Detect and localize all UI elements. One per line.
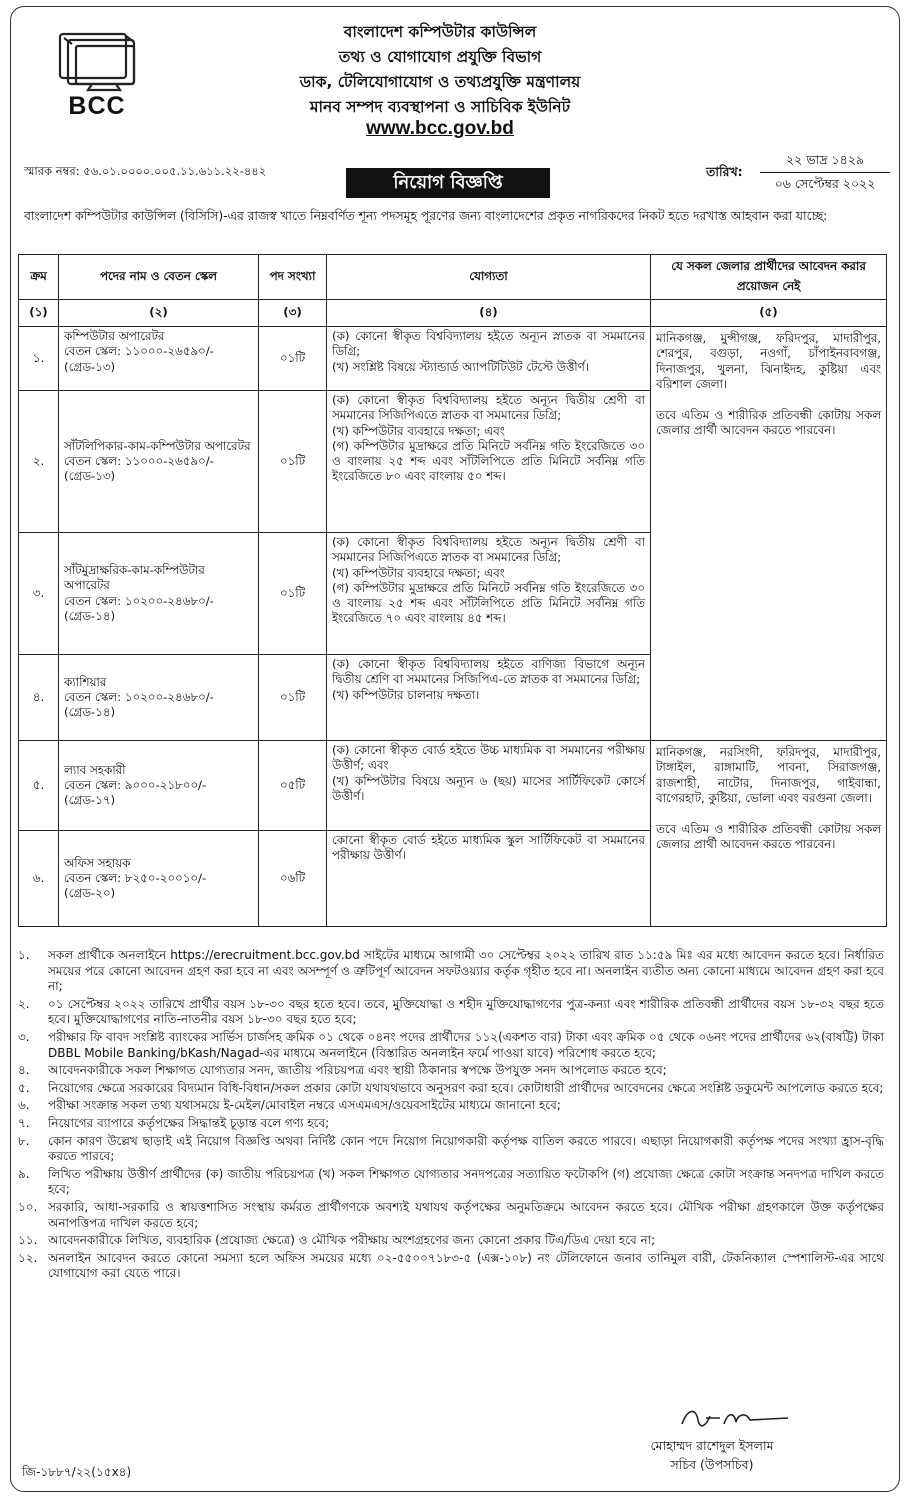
grade: (গ্রেড-১৭) — [64, 793, 116, 808]
table-row — [19, 327, 887, 391]
note-number: ৩. — [18, 1029, 30, 1044]
note-number: ১. — [18, 948, 30, 962]
table-header-row — [19, 255, 887, 300]
post-count: ০৫টি — [259, 741, 327, 831]
col-header-districts: যে সকল জেলার প্রার্থীদের আবেদন করার প্রয়োজন নেই — [651, 255, 887, 300]
col-number: (৫) — [651, 300, 887, 327]
pay-scale: বেতন স্কেল: ১১০০০-২৬৫৯০/- — [64, 453, 214, 468]
grade: (গ্রেড-২০) — [64, 886, 116, 901]
ministry-name: ডাক, টেলিযোগাযোগ ও তথ্যপ্রযুক্তি মন্ত্রণালয় — [299, 73, 581, 91]
logo-text: BCC — [68, 92, 126, 120]
intro-text: বাংলাদেশ কম্পিউটার কাউন্সিল (বিসিসি)-এর রাজস্ব খাতে নিম্নবর্ণিত শূন্য পদসমূহ পূরণের জন্য বাংলাদেশের প্রকৃত নাগরিকদের নিকট হতে দরখাস্ত আহবান করা যাচ্ছে: — [24, 209, 828, 223]
qualification-cell — [327, 327, 651, 391]
qualification-item: (খ) কম্পিউটার চালনায় দক্ষতা। — [332, 687, 480, 702]
pay-scale: বেতন স্কেল: ১০২০০-২৪৬৮০/- — [64, 689, 214, 704]
list-item — [18, 1116, 884, 1132]
instructions-list — [18, 948, 884, 1284]
note-text: কোন কারণ উল্লেখ ছাড়াই এই নিয়োগ বিজ্ঞপ্তি অথবা নির্দিষ্ট কোন পদে নিয়োগ নিয়োগকারী কর্তৃপক্ষ বাতিল করতে পারবে। এছাড়া নিয়োগকারী কর্তৃপক্ষ পদের সংখ্যা হ্রাস-বৃদ্ধি করতে পারবে; — [48, 1133, 884, 1164]
note-number: ৪. — [18, 1063, 30, 1078]
quota-note: তবে এতিম ও শারীরিক প্রতিবন্ধী কোটায় সকল জেলার প্রার্থী আবেদন করতে পারবেন। — [656, 822, 881, 852]
pay-scale: বেতন স্কেল: ৯০০০-২১৮০০/- — [64, 777, 207, 792]
row-serial: ৩. — [19, 533, 59, 655]
row-serial: ৬. — [19, 831, 59, 927]
list-item — [18, 1081, 884, 1097]
list-item — [18, 1251, 884, 1282]
qualification-item: কোনো স্বীকৃত বোর্ড হইতে মাধ্যমিক স্কুল সার্টিফিকেট বা সমমানের পরীক্ষায় উত্তীর্ণ। — [332, 833, 645, 863]
list-item — [18, 1134, 884, 1165]
post-name-cell — [59, 327, 259, 391]
post-name: ক্যাশিয়ার — [64, 674, 107, 689]
computer-monitor-icon — [42, 28, 152, 92]
col-number: (২) — [59, 300, 259, 327]
post-name-cell — [59, 741, 259, 831]
post-count: ০৬টি — [259, 831, 327, 927]
qualification-item: (খ) কম্পিউটার ব্যবহারে দক্ষতা; এবং — [332, 423, 505, 438]
note-text: আবেদনকারীকে লিখিত, ব্যবহারিক (প্রযোজ্য ক্ষেত্রে) ও মৌখিক পরীক্ষায় অংশগ্রহণের জন্য কোনো প্রকার টিএ/ডিএ দেয়া হবে না; — [48, 1233, 656, 1248]
district-exclusion-cell-2 — [651, 741, 887, 927]
note-number: ৭. — [18, 1115, 30, 1130]
post-count: ০১টি — [259, 391, 327, 533]
note-text: পরীক্ষা সংক্রান্ত সকল তথ্য যথাসময়ে ই-মেইল/মোবাইল নম্বরে এসএমএস/ওয়েবসাইটের মাধ্যমে জানানো হবে; — [48, 1098, 561, 1113]
row-serial: ৪. — [19, 655, 59, 741]
grade: (গ্রেড-১৪) — [64, 608, 116, 623]
row-serial: ৫. — [19, 741, 59, 831]
division-name: তথ্য ও যোগাযোগ প্রযুক্তি বিভাগ — [338, 48, 542, 66]
note-text: আবেদনকারীকে সকল শিক্ষাগত যোগ্যতার সনদ, জাতীয় পরিচয়পত্র এবং স্থায়ী ঠিকানার স্বপক্ষে উপযুক্ত সনদ আপলোড করতে হবে; — [48, 1063, 667, 1078]
post-name: অফিস সহায়ক — [64, 855, 131, 870]
unit-name: মানব সম্পদ ব্যবস্থাপনা ও সাচিবিক ইউনিট — [309, 98, 571, 116]
list-item — [18, 1063, 884, 1079]
note-text: পরীক্ষার ফি বাবদ সংশ্লিষ্ট ব্যাংকের সার্ভিস চার্জসহ ক্রমিক ০১ থেকে ০৪নং পদের প্রার্থীদের ১১২(একশত বার) টাকা এবং ক্রমিক ০৫ থেকে ০৬নং পদের প্রার্থীদের ৬২(বাষট্টি) টাকা DBBL Mobile Banking/bKash/Nagad-এর মাধ্যমে অনলাইনে (বিস্তারিত অনলাইন ফর্মে পাওয়া যাবে) পরিশোধ করতে হবে; — [48, 1029, 884, 1060]
date-divider — [760, 172, 890, 173]
post-name-cell — [59, 533, 259, 655]
post-name: সাঁটমুদ্রাক্ষরিক-কাম-কম্পিউটার অপারেটর — [64, 562, 205, 593]
note-text: নিয়োগের ক্ষেত্রে সরকারের বিদ্যমান বিধি-বিধান/সকল প্রকার কোটা যথাযথভাবে অনুসরণ করা হবে। কোটাধারী প্রার্থীদের আবেদনের ক্ষেত্রে সংশ্লিষ্ট ডকুমেন্ট আপলোড করতে হবে; — [48, 1080, 884, 1095]
col-number: (৩) — [259, 300, 327, 327]
note-text: অনলাইন আবেদন করতে কোনো সমস্যা হলে অফিস সময়ের মধ্যে ০২-৫৫০০৭১৮৩-৫ (এক্স-১০৮) নং টেলিফোনে জনাব তানিমুল বারী, টেকনিক্যাল স্পেশালিস্ট-এর সাথে যোগাযোগ করা যেতে পারে। — [48, 1250, 884, 1281]
qualification-item: (ক) কোনো স্বীকৃত বোর্ড হইতে উচ্চ মাধ্যমিক বা সমমানের পরীক্ষায় উত্তীর্ণ; এবং — [332, 743, 645, 773]
list-item — [18, 1167, 884, 1198]
excluded-districts: মানিকগঞ্জ, মুন্সীগঞ্জ, ফরিদপুর, মাদারীপুর, শেরপুর, বগুড়া, নওগাঁ, চাঁপাইনবাবগঞ্জ, দিনাজপুর, খুলনা, ঝিনাইদহ, কুষ্টিয়া এবং বরিশাল জেলা। — [656, 331, 881, 391]
note-text: নিয়োগের ব্যাপারে কর্তৃপক্ষের সিদ্ধান্তই চূড়ান্ত বলে গণ্য হবে; — [48, 1115, 330, 1130]
website-link[interactable]: www.bcc.gov.bd — [366, 118, 514, 139]
post-name-cell — [59, 831, 259, 927]
bcc-logo — [42, 28, 152, 120]
qualification-cell — [327, 533, 651, 655]
note-number: ৮. — [18, 1133, 30, 1148]
note-text: সরকারি, আধা-সরকারি ও স্বায়ত্তশাসিত সংস্থায় কর্মরত প্রার্থীগণকে অবশ্যই যথাযথ কর্তৃপক্ষের অনুমতিক্রমে আবেদন করতে হবে। মৌখিক পরীক্ষা গ্রহণকালে উক্ত কর্তৃপক্ষের অনাপত্তিপত্র দাখিল করতে হবে; — [48, 1199, 884, 1230]
qualification-item: (গ) কম্পিউটার মুদ্রাক্ষরে প্রতি মিনিটে সর্বনিম্ন গতি ইংরেজিতে ৩০ ও বাংলায় ২৫ শব্দ এবং সাঁটলিপিতে প্রতি মিনিটে সর্বনিম্ন গতি ইংরেজিতে ৮০ এবং বাংলায় ৫০ শব্দ। — [332, 438, 645, 484]
post-name: সাঁটলিপিকার-কাম-কম্পিউটার অপারেটর — [64, 438, 251, 453]
note-number: ৯. — [18, 1166, 30, 1181]
list-item — [18, 1098, 884, 1114]
post-count: ০১টি — [259, 327, 327, 391]
note-number: ২. — [18, 996, 30, 1011]
pay-scale: বেতন স্কেল: ৮২৫০-২০০১০/- — [64, 870, 207, 885]
signatory-name: মোহাম্মদ রাশেদুল ইসলাম — [650, 1438, 774, 1453]
excluded-districts: মানিকগঞ্জ, নরসিংদী, ফরিদপুর, মাদারীপুর, টাঙ্গাইল, রাঙ্গামাটি, পাবনা, সিরাজগঞ্জ, রাজশাহী, নাটোর, দিনাজপুর, গাইবান্ধা, বাগেরহাট, কুষ্টিয়া, ভোলা এবং বরগুনা জেলা। — [656, 745, 881, 805]
table-row — [19, 741, 887, 831]
post-count: ০১টি — [259, 533, 327, 655]
note-number: ১১. — [18, 1233, 38, 1248]
note-number: ১০. — [18, 1199, 38, 1214]
post-name: ল্যাব সহকারী — [64, 762, 126, 777]
grade: (গ্রেড-১৩) — [64, 469, 116, 484]
signatory-designation: সচিব (উপসচিব) — [670, 1457, 754, 1472]
note-number: ১২. — [18, 1250, 38, 1265]
qualification-item: (ক) কোনো স্বীকৃত বিশ্ববিদ্যালয় হইতে বাণিজ্য বিভাগে অন্যূন দ্বিতীয় শ্রেণি বা সমমানের সিজিপিএ-তে স্নাতক বা সমমানের ডিগ্রি; — [332, 657, 645, 687]
date-label: তারিখ: — [706, 164, 743, 179]
post-count: ০১টি — [259, 655, 327, 741]
qualification-item: (খ) কম্পিউটার ব্যবহারে দক্ষতা; এবং — [332, 565, 505, 580]
pay-scale: বেতন স্কেল: ১০২০০-২৪৬৮০/- — [64, 593, 214, 608]
vacancy-table — [18, 254, 887, 927]
signature-scribble — [676, 1404, 796, 1432]
col-header-serial: ক্রম — [19, 255, 59, 300]
grade: (গ্রেড-১৩) — [64, 359, 116, 374]
list-item — [18, 997, 884, 1028]
note-text: লিখিত পরীক্ষায় উত্তীর্ণ প্রার্থীদের (ক) জাতীয় পরিচয়পত্র (খ) সকল শিক্ষাগত যোগ্যতার সনদপত্রের সত্যায়িত ফটোকপি (গ) প্রযোজ্য ক্ষেত্রে কোটা সংক্রান্ত সনদপত্র দাখিল করতে হবে; — [48, 1166, 884, 1197]
row-serial: ২. — [19, 391, 59, 533]
org-name: বাংলাদেশ কম্পিউটার কাউন্সিল — [343, 23, 537, 41]
qualification-item: (গ) কম্পিউটার মুদ্রাক্ষরে প্রতি মিনিটে সর্বনিম্ন গতি ইংরেজিতে ৩০ ও বাংলায় ২৫ শব্দ এবং সাঁটলিপিতে প্রতি মিনিটে সর্বনিম্ন গতি ইংরেজিতে ৭০ এবং বাংলায় ৪৫ শব্দ। — [332, 580, 645, 626]
col-header-post: পদের নাম ও বেতন স্কেল — [59, 255, 259, 300]
grade: (গ্রেড-১৪) — [64, 705, 116, 720]
col-number: (১) — [19, 300, 59, 327]
district-exclusion-cell-1 — [651, 327, 887, 741]
post-name-cell — [59, 655, 259, 741]
pay-scale: বেতন স্কেল: ১১০০০-২৬৫৯০/- — [64, 344, 214, 359]
col-number: (৪) — [327, 300, 651, 327]
date-english: ০৬ সেপ্টেম্বর ২০২২ — [774, 176, 876, 191]
quota-note: তবে এতিম ও শারীরিক প্রতিবন্ধী কোটায় সকল জেলার প্রার্থী আবেদন করতে পারবেন। — [656, 408, 881, 438]
col-header-qualification: যোগ্যতা — [327, 255, 651, 300]
date-bangla: ২২ ভাদ্র ১৪২৯ — [786, 152, 864, 167]
post-name-cell — [59, 391, 259, 533]
qualification-item: (ক) কোনো স্বীকৃত বিশ্ববিদ্যালয় হইতে অন্যূন স্নাতক বা সমমানের ডিগ্রি; — [332, 329, 645, 359]
qualification-cell — [327, 655, 651, 741]
qualification-cell — [327, 831, 651, 927]
col-header-count: পদ সংখ্যা — [259, 255, 327, 300]
qualification-item: (খ) কম্পিউটার বিষয়ে অন্যূন ৬ (ছয়) মাসের সার্টিফিকেট কোর্সে উত্তীর্ণ। — [332, 773, 645, 803]
post-name: কম্পিউটার অপারেটর — [64, 329, 165, 343]
qualification-item: (ক) কোনো স্বীকৃত বিশ্ববিদ্যালয় হইতে অন্যূন দ্বিতীয় শ্রেণী বা সমমানের সিজিপিএতে স্নাতক বা সমমানের ডিগ্রি; — [332, 393, 645, 423]
list-item — [18, 948, 884, 995]
list-item — [18, 1200, 884, 1231]
list-item — [18, 1030, 884, 1061]
qualification-item: (খ) সংশ্লিষ্ট বিষয়ে স্ট্যান্ডার্ড অ্যাপটিটিউট টেস্টে উত্তীর্ণ। — [332, 359, 589, 374]
notice-title: নিয়োগ বিজ্ঞপ্তি — [346, 168, 550, 198]
qualification-item: (ক) কোনো স্বীকৃত বিশ্ববিদ্যালয় হইতে অন্যূন দ্বিতীয় শ্রেণী বা সমমানের সিজিপিএতে স্নাতক বা সমমানের ডিগ্রি; — [332, 535, 645, 565]
note-number: ৫. — [18, 1080, 30, 1095]
column-number-row — [19, 300, 887, 327]
row-serial: ১. — [19, 327, 59, 391]
list-item — [18, 1233, 884, 1249]
note-text: ০১ সেপ্টেম্বর ২০২২ তারিখে প্রার্থীর বয়স ১৮-৩০ বছর হতে হবে। তবে, মুক্তিযোদ্ধা ও শহীদ মুক্তিযোদ্ধাগণের পুত্র-কন্যা এবং শারীরিক প্রতিবন্ধী প্রার্থীদের বয়স ১৮-৩২ বছর হতে হবে। মুক্তিযোদ্ধাগণের নাতি-নাতনীর বয়স ১৮-৩০ বছর হতে হবে; — [48, 996, 884, 1027]
qualification-cell — [327, 391, 651, 533]
print-code: জি-১৮৮৭/২২(১৫x৪) — [22, 1465, 132, 1479]
memo-number: স্মারক নম্বর: ৫৬.০১.০০০০.০০৫.১১.৬১১.২২-৪৪২ — [24, 164, 267, 178]
note-number: ৬. — [18, 1098, 30, 1113]
note-text: সকল প্রার্থীকে অনলাইনে https://erecruitment.bcc.gov.bd সাইটের মাধ্যমে আগামী ৩০ সেপ্টেম্বর ২০২২ তারিখ রাত ১১:৫৯ মিঃ এর মধ্যে আবেদন করতে হবে। নির্ধারিত সময়ের পরে কোনো আবেদন গ্রহণ করা হবে না এবং অসম্পূর্ণ ও ত্রুটিপূর্ণ আবেদন সফটওয়্যার কর্তৃক গৃহীত হবে না। অনলাইন ব্যতীত অন্য কোনো মাধ্যমে আবেদন গ্রহণ করা হবে না; — [48, 948, 884, 994]
qualification-cell — [327, 741, 651, 831]
